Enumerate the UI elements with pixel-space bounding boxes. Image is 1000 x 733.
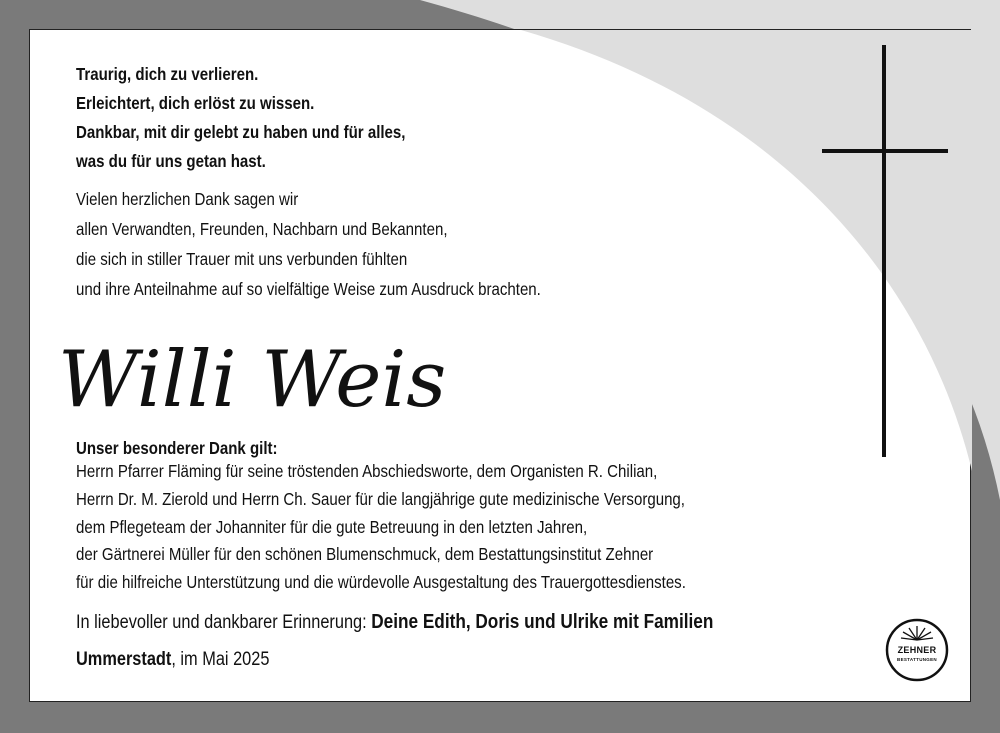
date-text: , im Mai 2025: [171, 649, 270, 670]
thanks-line-2: allen Verwandten, Freunden, Nachbarn und Bekannten,: [76, 219, 448, 239]
thanks-line-4: und ihre Anteilnahme auf so vielfältige Weise zum Ausdruck brachten.: [76, 279, 541, 299]
intro-line-2: Erleichtert, dich erlöst zu wissen.: [76, 93, 315, 113]
intro-line-4: was du für uns getan hast.: [76, 151, 266, 171]
intro-line-3: Dankbar, mit dir gelebt zu haben und für alles,: [76, 122, 406, 142]
place-name: Ummerstadt: [76, 649, 172, 670]
place-date-line: [76, 650, 269, 669]
special-thanks-line-4: der Gärtnerei Müller für den schönen Blumenschmuck, dem Bestattungsinstitut Zehner: [76, 544, 654, 564]
thanks-line-1: Vielen herzlichen Dank sagen wir: [76, 189, 299, 209]
deceased-name-signature: [48, 318, 468, 428]
thanks-line-3: die sich in stiller Trauer mit uns verbunden fühlten: [76, 249, 408, 269]
memory-prefix: In liebevoller und dankbarer Erinnerung:: [76, 612, 372, 633]
deceased-name: Willi Weis: [58, 335, 447, 425]
memory-family: Deine Edith, Doris und Ulrike mit Familien: [371, 611, 714, 633]
special-thanks-line-5: für die hilfreiche Unterstützung und die würdevolle Ausgestaltung des Trauergottesdienstes.: [76, 572, 686, 592]
logo-name: ZEHNER: [897, 645, 937, 655]
special-thanks-line-3: dem Pflegeteam der Johanniter für die gute Betreuung in den letzten Jahren,: [76, 517, 588, 537]
intro-line-1: Traurig, dich zu verlieren.: [76, 64, 259, 84]
cross-icon: [820, 45, 950, 457]
memory-line: [76, 612, 713, 632]
special-thanks-heading: Unser besonderer Dank gilt:: [76, 438, 278, 458]
logo-subtitle: BESTATTUNGEN: [897, 657, 937, 662]
special-thanks-line-2: Herrn Dr. M. Zierold und Herrn Ch. Sauer für die langjährige gute medizinische Versorgung,: [76, 489, 686, 509]
special-thanks-line-1: Herrn Pfarrer Fläming für seine tröstenden Abschiedsworte, dem Organisten R. Chilian,: [76, 461, 658, 481]
